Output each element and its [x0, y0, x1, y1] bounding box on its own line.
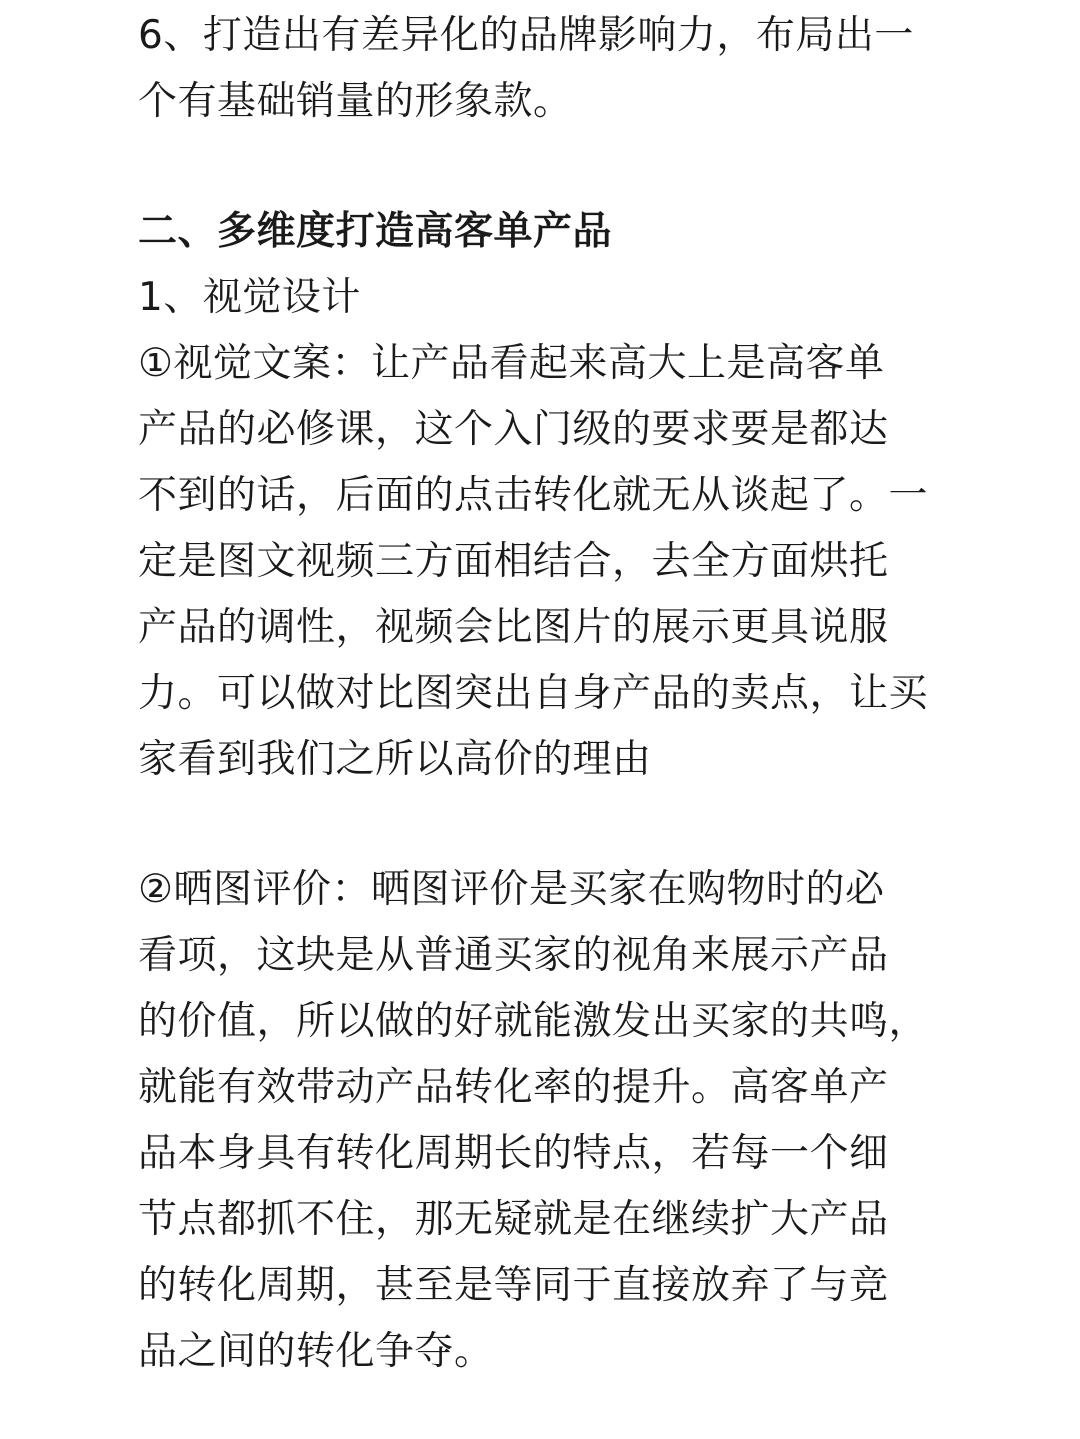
subsection-heading: 1、视觉设计	[138, 275, 361, 320]
visual-copy-line: 家看到我们之所以高价的理由	[138, 737, 652, 782]
photo-review-line: 的转化周期，甚至是等同于直接放弃了与竞	[138, 1263, 889, 1308]
photo-review-line: ②晒图评价：晒图评价是买家在购物时的必	[138, 867, 885, 912]
visual-copy-line: 定是图文视频三方面相结合，去全方面烘托	[138, 539, 889, 584]
article-body	[138, 0, 938, 1385]
photo-review-line: 品本身具有转化周期长的特点，若每一个细	[138, 1131, 889, 1176]
intro-line: 6、打造出有差异化的品牌影响力，布局出一	[138, 13, 914, 58]
visual-copy-line: 产品的调性，视频会比图片的展示更具说服	[138, 605, 889, 650]
section-heading: 二、多维度打造高客单产品	[138, 209, 613, 254]
photo-review-line: 看项，这块是从普通买家的视角来展示产品	[138, 933, 889, 978]
photo-review-line: 节点都抓不住，那无疑就是在继续扩大产品	[138, 1197, 889, 1242]
visual-copy-line: 产品的必修课，这个入门级的要求要是都达	[138, 407, 889, 452]
intro-line: 个有基础销量的形象款。	[138, 79, 573, 124]
photo-review-line: 品之间的转化争夺。	[138, 1329, 494, 1374]
visual-copy-line: 力。可以做对比图突出自身产品的卖点，让买	[138, 671, 929, 716]
photo-review-line: 就能有效带动产品转化率的提升。高客单产	[138, 1065, 889, 1110]
photo-review-line: 的价值，所以做的好就能激发出买家的共鸣，	[138, 999, 929, 1044]
visual-copy-line: 不到的话，后面的点击转化就无从谈起了。一	[138, 473, 929, 518]
visual-copy-line: ①视觉文案：让产品看起来高大上是高客单	[138, 341, 885, 386]
